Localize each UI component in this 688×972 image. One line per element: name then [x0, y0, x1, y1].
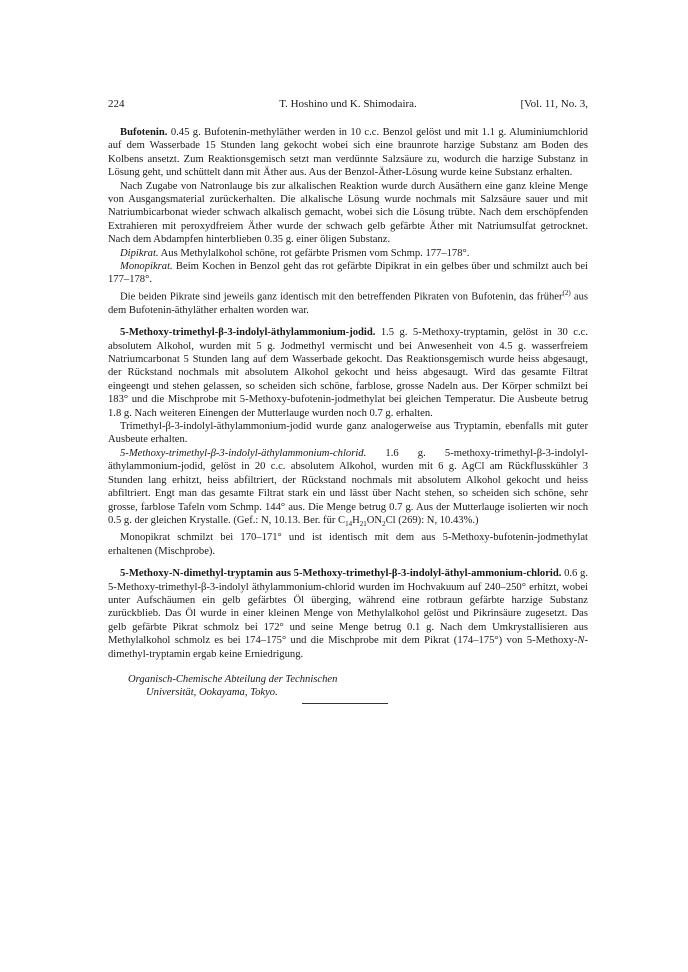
- tryptamin-heading: 5-Methoxy-N-dimethyl-tryptamin aus 5-Methoxy-trimethyl-β-3-indolyl-äthyl-ammonium-chlorid.: [120, 568, 562, 580]
- monopikrat-paragraph: [108, 260, 588, 287]
- tryptamin-jodid-paragraph: Trimethyl-β-3-indolyl-äthylammonium-jodid wurde ganz analogerweise aus Tryptamin, ebenfalls mit guter Ausbeute erhalten.: [108, 421, 588, 446]
- formula-sub-h: 21: [359, 520, 367, 529]
- alkaline-extraction-paragraph: Nach Zugabe von Natronlauge bis zur alkalischen Reaktion wurde durch Ausäthern eine ganz kleine Menge von Ausgangsmaterial zurückerhalten. Die alkalische Lösung wurde nochmals mit Salzsäure sauer und mit Natriumbicarbonat wieder schwach alkalisch gemacht, wobei sich die Lösung trübte. Nach dem erschöpfenden Extrahieren mit peroxydfreiem Äther wurde der schwach gelb gefärbte Äther mit Natriumsulfat getrocknet. Nach dem Abdampfen hinterblieben 0.35 g. einer öligen Substanz.: [108, 180, 588, 246]
- volume-info: [Vol. 11, No. 3,: [520, 98, 588, 110]
- jodid-heading: 5-Methoxy-trimethyl-β-3-indolyl-äthylammonium-jodid.: [120, 327, 376, 339]
- journal-page: [108, 98, 588, 704]
- chlorid-text-b: Cl (269): N, 10.43%.): [385, 514, 479, 526]
- bufotenin-heading: Bufotenin.: [120, 127, 168, 138]
- reference-2: (2): [562, 288, 571, 297]
- affiliation-line1: Organisch-Chemische Abteilung der Technischen: [128, 674, 338, 686]
- formula-h: H: [352, 514, 360, 526]
- pikrate-text-b: aus dem Bufotenin-äthyläther erhalten worden war.: [108, 291, 588, 316]
- chlorid-text-a: 1.6 g. 5-methoxy-trimethyl-β-3-indolyl-äthylammonium-jodid, gelöst in 20 c.c. absolutem Alkohol, wurden mit 6 g. AgCl am Rückflusskühler 3 Stunden lang erhitzt, heiss abfiltriert, der Rückstand nochmals mit absolutem Alkohol gekocht und heiss abfiltriert. Engt man das gesamte Filtrat stark ein und lässt über Nacht stehen, so scheiden sich schöne, sehr grosse, farblose Tafeln vom Schmp. 144° aus. Die Menge betrug 0.7 g. Aus der Mutterlauge isolierten wir noch 0.5 g. der gleichen Krystalle. (Gef.: N, 10.13. Ber. für C: [108, 447, 588, 526]
- formula-on: ON: [366, 514, 383, 526]
- monopikrat-text: Beim Kochen in Benzol geht das rot gefärbte Dipikrat in ein gelbes über und schmilzt auch bei 177–178°.: [108, 261, 588, 286]
- formula-sub-c: 14: [345, 520, 353, 529]
- chlorid-heading: 5-Methoxy-trimethyl-β-3-indolyl-äthylammonium-chlorid.: [120, 447, 367, 459]
- dipikrat-paragraph: [108, 247, 588, 260]
- monopikrat-label: Monopikrat.: [120, 261, 173, 273]
- dipikrat-label: Dipikrat.: [120, 247, 159, 259]
- tryptamin-text-a: 0.6 g. 5-Methoxy-trimethyl-β-3-indolyl äthylammonium-chlorid wurden im Hochvakuum auf 240–250° erhitzt, wobei unter Aufschäumen ein gelb gefärbtes Öl überging, während eine rotbraun gefärbte harzige Substanz zurückblieb. Das Öl wurde in einer kleinen Menge von Methylalkohol gelöst und Pikrinsäure zugesetzt. Das gelb gefärbte Pikrat schmolz bei 172° und seine Menge betrug 0.1 g. Nach dem Umkrystallisieren aus Methylalkohol schmolz es bei 174–175° und die Mischprobe mit dem Pikrat (174–175°) von 5-Methoxy-: [108, 568, 588, 647]
- monopikrat-chlorid-paragraph: Monopikrat schmilzt bei 170–171° und ist identisch mit dem aus 5-Methoxy-bufotenin-jodmethylat erhaltenen (Mischprobe).: [108, 532, 588, 557]
- jodid-text: 1.5 g. 5-Methoxy-tryptamin, gelöst in 30 c.c. absolutem Alkohol, wurden mit 5 g. Jodmethyl vermischt und bei Anwesenheit von 4.5 g. wasserfreiem Natriumcarbonat 5 Stunden lang auf dem Wasserbade gekocht. Das Reaktionsgemisch wurde heiss abgesaugt, der Rückstand nochmals mit absolutem Alkohol gekocht und heiss abgesaugt. Wird das gesamte Filtrat eingeengt und stehen gelassen, so scheiden sich schöne, farblose, grosse Nadeln aus. Der Körper schmilzt bei 183° und die Mischprobe mit 5-Methoxy-bufotenin-jodmethylat bei gleichen Temperatur. Die Ausbeute betrug 1.8 g. Nach weiteren Einengen der Mutterlauge wurden noch 0.7 g. erhalten.: [108, 327, 588, 419]
- pikrate-comparison-paragraph: [108, 287, 588, 317]
- tryptamin-text-b: -dimethyl-tryptamin ergab keine Erniedrigung.: [108, 635, 588, 660]
- bufotenin-text: 0.45 g. Bufotenin-methyläther werden in 10 c.c. Benzol gelöst und mit 1.1 g. Aluminiumchlorid auf dem Wasserbade 15 Stunden lang gekocht wobei sich eine braunrote harzige Substanz am Boden des Kolbens ansetzt. Zum Reaktionsgemisch setzt man verdünnte Salzsäure zu, wodurch die harzige Substanz in Lösung geht, und schüttelt dann mit Äther aus. Aus der Benzol-Äther-Lösung wurde keine Substanz erhalten.: [108, 127, 588, 179]
- pikrate-text-a: Die beiden Pikrate sind jeweils ganz identisch mit den betreffenden Pikraten von Bufotenin, das früher: [120, 291, 563, 303]
- running-header: [108, 98, 588, 112]
- bufotenin-paragraph: [108, 126, 588, 180]
- jodid-paragraph: [108, 326, 588, 420]
- dipikrat-text: Aus Methylalkohol schöne, rot gefärbte Prismen vom Schmp. 177–178°.: [160, 247, 470, 259]
- closing-rule: [302, 703, 388, 704]
- tryptamin-paragraph: [108, 567, 588, 661]
- formula-sub-n: 2: [382, 520, 386, 529]
- tryptamin-n-italic: N: [577, 635, 585, 647]
- running-authors: T. Hoshino und K. Shimodaira.: [279, 98, 417, 110]
- chlorid-paragraph: [108, 447, 588, 532]
- page-number: 224: [108, 98, 125, 110]
- affiliation-line2: Universität, Ookayama, Tokyo.: [146, 687, 278, 699]
